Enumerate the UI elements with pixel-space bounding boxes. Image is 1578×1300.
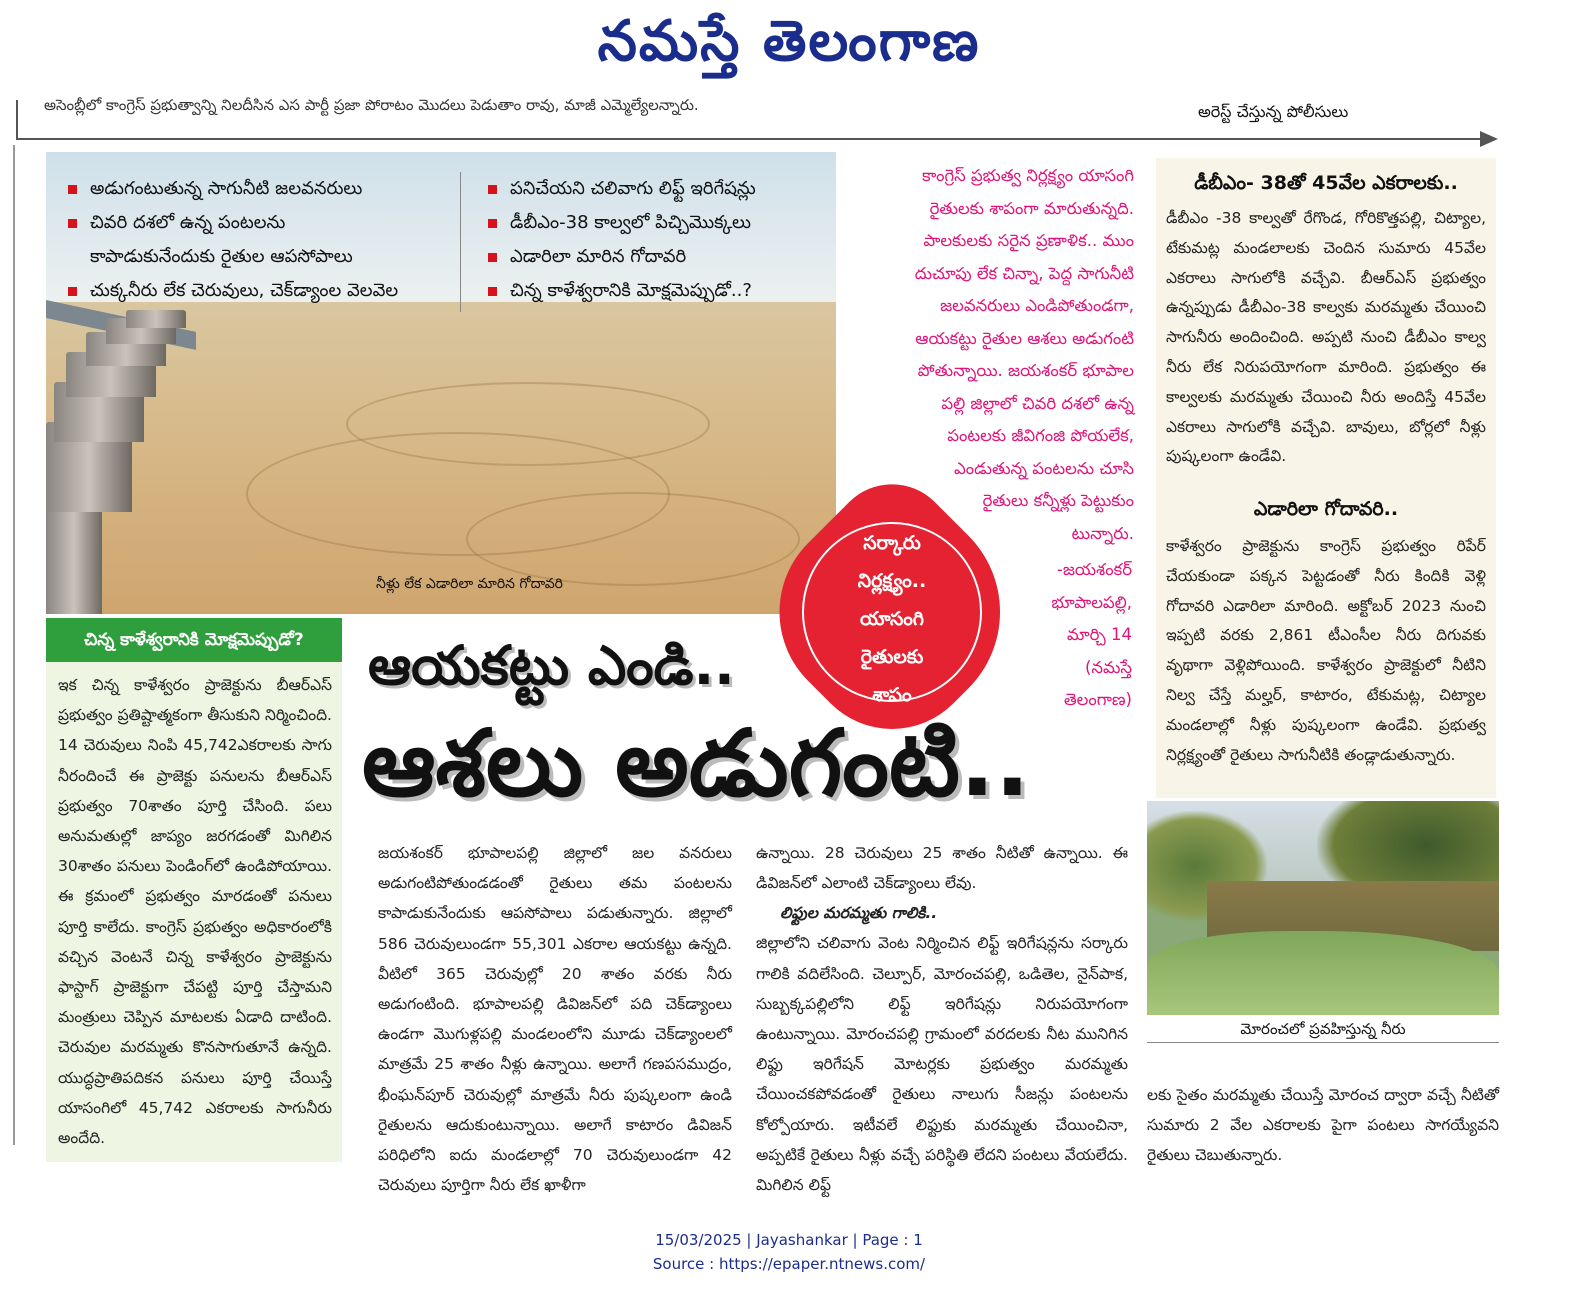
column-2-text: జిల్లాలోని చలివాగు వెంట నిర్మించిన లిఫ్ట్ ఇరిగేషన్లను సర్కారు గాలికి వదిలేసింది. చెల్పూర్, మోరంచపల్లి, ఒడితెల, నైన్‌పాక, సుబ్బక్కపల్లిలోని లిఫ్ట్ ఇరిగేషన్లు నిరుపయోగంగా ఉంటున్నాయి. మోరంచపల్లి గ్రామంలో వరదలకు నీట మునిగిన లిఫ్టు ఇరిగేషన్ మోటర్లకు ప్రభుత్వం మరమ్మతు చేయించకపోవడంతో రైతులు నాలుగు సీజన్లు పంటలను కోల్పోయారు. ఇటీవలే లిఫ్టుకు మరమ్మతు చేయించినా, అప్పటికే రైతులు నీళ్లు వచ్చే పరిస్థితి లేదని పంటలు వేయలేదు. మిగిలిన లిఫ్ట్ bbox=[756, 934, 1128, 1195]
column-2-text: ఉన్నాయి. 28 చెరువులు 25 శాతం నీటితో ఉన్నాయి. ఈ డివిజన్‌లో ఎలాంటి చెక్‌డ్యాంలు లేవు. bbox=[756, 844, 1128, 893]
masthead-title: నమస్తే తెలంగాణ bbox=[597, 8, 981, 74]
intro-line: టున్నారు. bbox=[1071, 523, 1134, 543]
sidebar-paragraph: డీబీఎం -38 కాల్వతో రేగొండ, గోరికొత్తపల్లి, చిట్యాల, టేకుమట్ల మండలాలకు చెందిన సుమారు 45వేల ఎకరాలు సాగులోకి వచ్చేవి. బీఆర్‌ఎస్ ప్రభుత్వం ఉన్నప్పుడు డీబీఎం-38 కాల్వకు మరమ్మతు చేయించి సాగునీరు అందించింది. అప్పటి నుంచి డీబీఎం కాల్వ నీరు లేక నిరుపయోగంగా మారింది. ప్రభుత్వం ఈ కాల్వలకు మరమ్మతు చేయించి నీరు అందిస్తే 45వేల ఎకరాలు సాగులోకి వచ్చేవి. బావులు, బోర్లలో నీళ్లు పుష్కలంగా ఉండేవి. bbox=[1166, 209, 1486, 466]
caption-rule bbox=[1147, 1042, 1499, 1043]
intro-line: పాలకులకు సరైన ప్రణాళిక.. ముం bbox=[923, 231, 1134, 250]
dateline-line: -జయశంకర్ bbox=[1056, 560, 1132, 579]
intro-line: ఎండుతున్న పంటలను చూసి bbox=[954, 458, 1134, 478]
hero-photo-caption: నీళ్లు లేక ఎడారిలా మారిన గోదావరి bbox=[376, 576, 563, 592]
intro-line: పల్లి జిల్లాలో చివరి దశలో ఉన్న bbox=[941, 393, 1134, 413]
top-strip-text: అసెంబ్లీలో కాంగ్రెస్ ప్రభుత్వాన్ని నిలదీసిన ఎస పార్టీ ప్రజా పోరాటం మొదలు పెడుతాం రావు, మాజీ ఎమ్మెల్యేలన్నారు. bbox=[44, 96, 699, 114]
sidebar-heading: డీబీఎం- 38తో 45వేల ఎకరాలకు.. bbox=[1194, 172, 1458, 194]
hero-bullets-left bbox=[64, 172, 464, 308]
intro-line: పంటలకు జీవిగంజి పోయలేక, bbox=[947, 426, 1134, 445]
dateline bbox=[1010, 554, 1132, 717]
badge-line: శాపం bbox=[872, 684, 912, 706]
intro-line: రైతులు కన్నీళ్లు పెట్టుకుం bbox=[982, 491, 1134, 510]
river-bank bbox=[1147, 931, 1499, 1015]
intro-line: పోతున్నాయి. జయశంకర్ భూపాల bbox=[917, 361, 1134, 380]
bullet-item: చుక్కనీరు లేక చెరువులు, చెక్‌డ్యాంల వెలవెల bbox=[64, 274, 464, 308]
bullet-item: డీబీఎం-38 కాల్వలో పిచ్చిమొక్కలు bbox=[484, 206, 824, 240]
hero-dune bbox=[466, 492, 800, 586]
badge-text bbox=[784, 524, 1000, 714]
dateline-line: తెలంగాణ) bbox=[1063, 690, 1132, 709]
footer-date-line: 15/03/2025 | Jayashankar | Page : 1 bbox=[655, 1231, 923, 1249]
hero-dune bbox=[346, 382, 710, 466]
bullet-item: ఎడారిలా మారిన గోదావరి bbox=[484, 240, 824, 274]
top-rule bbox=[16, 138, 1496, 140]
hero-photo bbox=[46, 152, 836, 614]
badge-line: యాసంగి bbox=[860, 608, 924, 630]
sidebar-box bbox=[1156, 158, 1496, 798]
river-photo bbox=[1147, 801, 1499, 1015]
column-1-text: జయశంకర్ భూపాలపల్లి జిల్లాలో జల వనరులు అడుగంటిపోతుండడంతో రైతులు తమ పంటలను కాపాడుకునేందుకు ఆపసోపాలు పడుతున్నారు. జిల్లాలో 586 చెరువులుండగా 55,301 ఎకరాల ఆయకట్టు ఉన్నది. వీటిలో 365 చెరువుల్లో 20 శాతం వరకు నీరు అడుగంటింది. భూపాలపల్లి డివిజన్‌లో పది చెక్‌డ్యాంలు ఉండగా మొగుళ్లపల్లి మండలంలోని మూడు చెక్‌డ్యాంలలో మాత్రమే 25 శాతం నీళ్లు ఉన్నాయి. అలాగే గణపసముద్రం, భీంఘన్‌పూర్ చెరువుల్లో మాత్రమే నీరు పుష్కలంగా ఉండి రైతులను ఆదుకుంటున్నాయి. అలాగే కాటారం డివిజన్ పరిధిలోని ఐదు మండలాల్లో 70 చెరువులుండగా 42 చెరువులు పూర్తిగా నీరు లేక ఖాళీగా bbox=[378, 844, 732, 1195]
sidebar-heading: ఎడారిలా గోదావరి.. bbox=[1253, 498, 1399, 520]
bullet-item: చిన్న కాళేశ్వరానికి మోక్షమెప్పుడో..? bbox=[484, 274, 824, 308]
left-margin-rule bbox=[13, 145, 15, 1145]
dateline-line: మార్చి 14 bbox=[1066, 625, 1132, 644]
left-box bbox=[46, 662, 342, 1162]
top-strip-caption: అరెస్ట్ చేస్తున్న పోలీసులు bbox=[1198, 102, 1349, 121]
footer bbox=[0, 1228, 1578, 1276]
badge-line: రైతులకు bbox=[860, 646, 924, 668]
red-badge bbox=[784, 504, 1000, 720]
bullet-item: పనిచేయని చలివాగు లిఫ్ట్ ఇరిగేషన్లు bbox=[484, 172, 824, 206]
badge-line: సర్కారు bbox=[863, 532, 921, 554]
headline-line1: ఆయకట్టు ఎండి.. bbox=[368, 634, 735, 697]
bullet-item-continued: కాపాడుకునేందుకు రైతుల ఆపసోపాలు bbox=[90, 246, 353, 267]
sidebar-paragraph: కాళేశ్వరం ప్రాజెక్టును కాంగ్రెస్ ప్రభుత్వం రిపేర్ చేయకుండా పక్కన పెట్టడంతో నీరు కిందికి వెళ్లి గోదావరి ఎడారిలా మారింది. అక్టోబర్ 2023 నుంచి ఇప్పటి వరకు 2,861 టీఎంసీల నీరు దిగువకు వృథాగా వెళ్లిపోయింది. కాళేశ్వరం ప్రాజెక్టులో నీటిని నిల్వ చేస్తే మల్హర్, కాటారం, టేకుమట్ల, చిట్యాల మండలాల్లో నీళ్లు పుష్కలంగా ఉండేవి. ప్రభుత్వ నిర్లక్ష్యంతో రైతులు సాగునీటికి తండ్లాడుతున్నారు. bbox=[1166, 537, 1486, 764]
intro-line: రైతులకు శాపంగా మారుతున్నది. bbox=[929, 198, 1134, 218]
intro-line: జలవనరులు ఎండిపోతుండగా, bbox=[940, 296, 1134, 315]
intro-line: ఆయకట్టు రైతుల ఆశలు అడుగంటి bbox=[915, 328, 1134, 348]
bullets-divider bbox=[460, 172, 461, 312]
left-box-text: ఇక చిన్న కాళేశ్వరం ప్రాజెక్టును బీఆర్‌ఎస్ ప్రభుత్వం ప్రతిష్టాత్మకంగా తీసుకుని నిర్మించింది. 14 చెరువులు నింపి 45,742ఎకరాలకు సాగు నీరందించే ఈ ప్రాజెక్టు పనులను బీఆర్‌ఎస్ ప్రభుత్వం 70శాతం పూర్తి చేసింది. పలు అనుమతుల్లో జాప్యం జరగడంతో మిగిలిన 30శాతం పనులు పెండింగ్‌లో ఉండిపోయాయి. ఈ క్రమంలో ప్రభుత్వం మారడంతో పనులు పూర్తి కాలేదు. కాంగ్రెస్ ప్రభుత్వం అధికారంలోకి వచ్చిన వెంటనే చిన్న కాళేశ్వరం ప్రాజెక్టును ఫాస్టాగ్ ప్రాజెక్టుగా చేపట్టి పూర్తి చేస్తామని మంత్రులు చెప్పిన మాటలకు ఏడాది దాటింది. చెరువుల మరమ్మతు కొనసాగుతూనే ఉన్నది. యుద్ధప్రాతిపదికన పనులు పూర్తి చేయిస్తే యాసంగిలో 45,742 ఎకరాలకు సాగునీరు అందేది. bbox=[58, 676, 332, 1148]
left-box-heading: చిన్న కాళేశ్వరానికి మోక్షమెప్పుడో? bbox=[46, 618, 342, 662]
dateline-line: భూపాలపల్లి, bbox=[1051, 592, 1132, 612]
intro-line: కాంగ్రెస్ ప్రభుత్వ నిర్లక్ష్యం యాసంగి bbox=[921, 166, 1134, 185]
bullet-item: చివరి దశలో ఉన్న పంటలను bbox=[64, 206, 464, 240]
river-photo-caption: మోరంచలో ప్రవహిస్తున్న నీరు bbox=[1240, 1020, 1406, 1038]
column-3-text: లకు సైతం మరమ్మతు చేయిస్తే మోరంచ ద్వారా వచ్చే నీటితో సుమారు 2 వేల ఎకరాలకు పైగా పంటలు సాగయ్యేవని రైతులు చెబుతున్నారు. bbox=[1147, 1086, 1499, 1165]
column-2-subhead: లిఫ్టుల మరమ్మతు గాలికి.. bbox=[780, 904, 938, 923]
column-2 bbox=[756, 838, 1128, 1200]
bullet-item: అడుగంటుతున్న సాగునీటి జలవనరులు bbox=[64, 172, 464, 206]
barrage-pier bbox=[126, 310, 186, 328]
footer-source-line: Source : https://epaper.ntnews.com/ bbox=[652, 1255, 926, 1273]
headline-line2: ఆశలు అడుగంటి.. bbox=[362, 710, 1030, 817]
intro-line: దుచూపు లేక చిన్నా, పెద్ద సాగునీటి bbox=[914, 263, 1134, 283]
dateline-line: (నమస్తే bbox=[1084, 657, 1132, 677]
arrow-icon bbox=[1480, 131, 1498, 147]
badge-line: నిర్లక్ష్యం.. bbox=[857, 570, 927, 592]
hero-bullets-right bbox=[484, 172, 824, 308]
top-rule-left bbox=[16, 100, 18, 140]
